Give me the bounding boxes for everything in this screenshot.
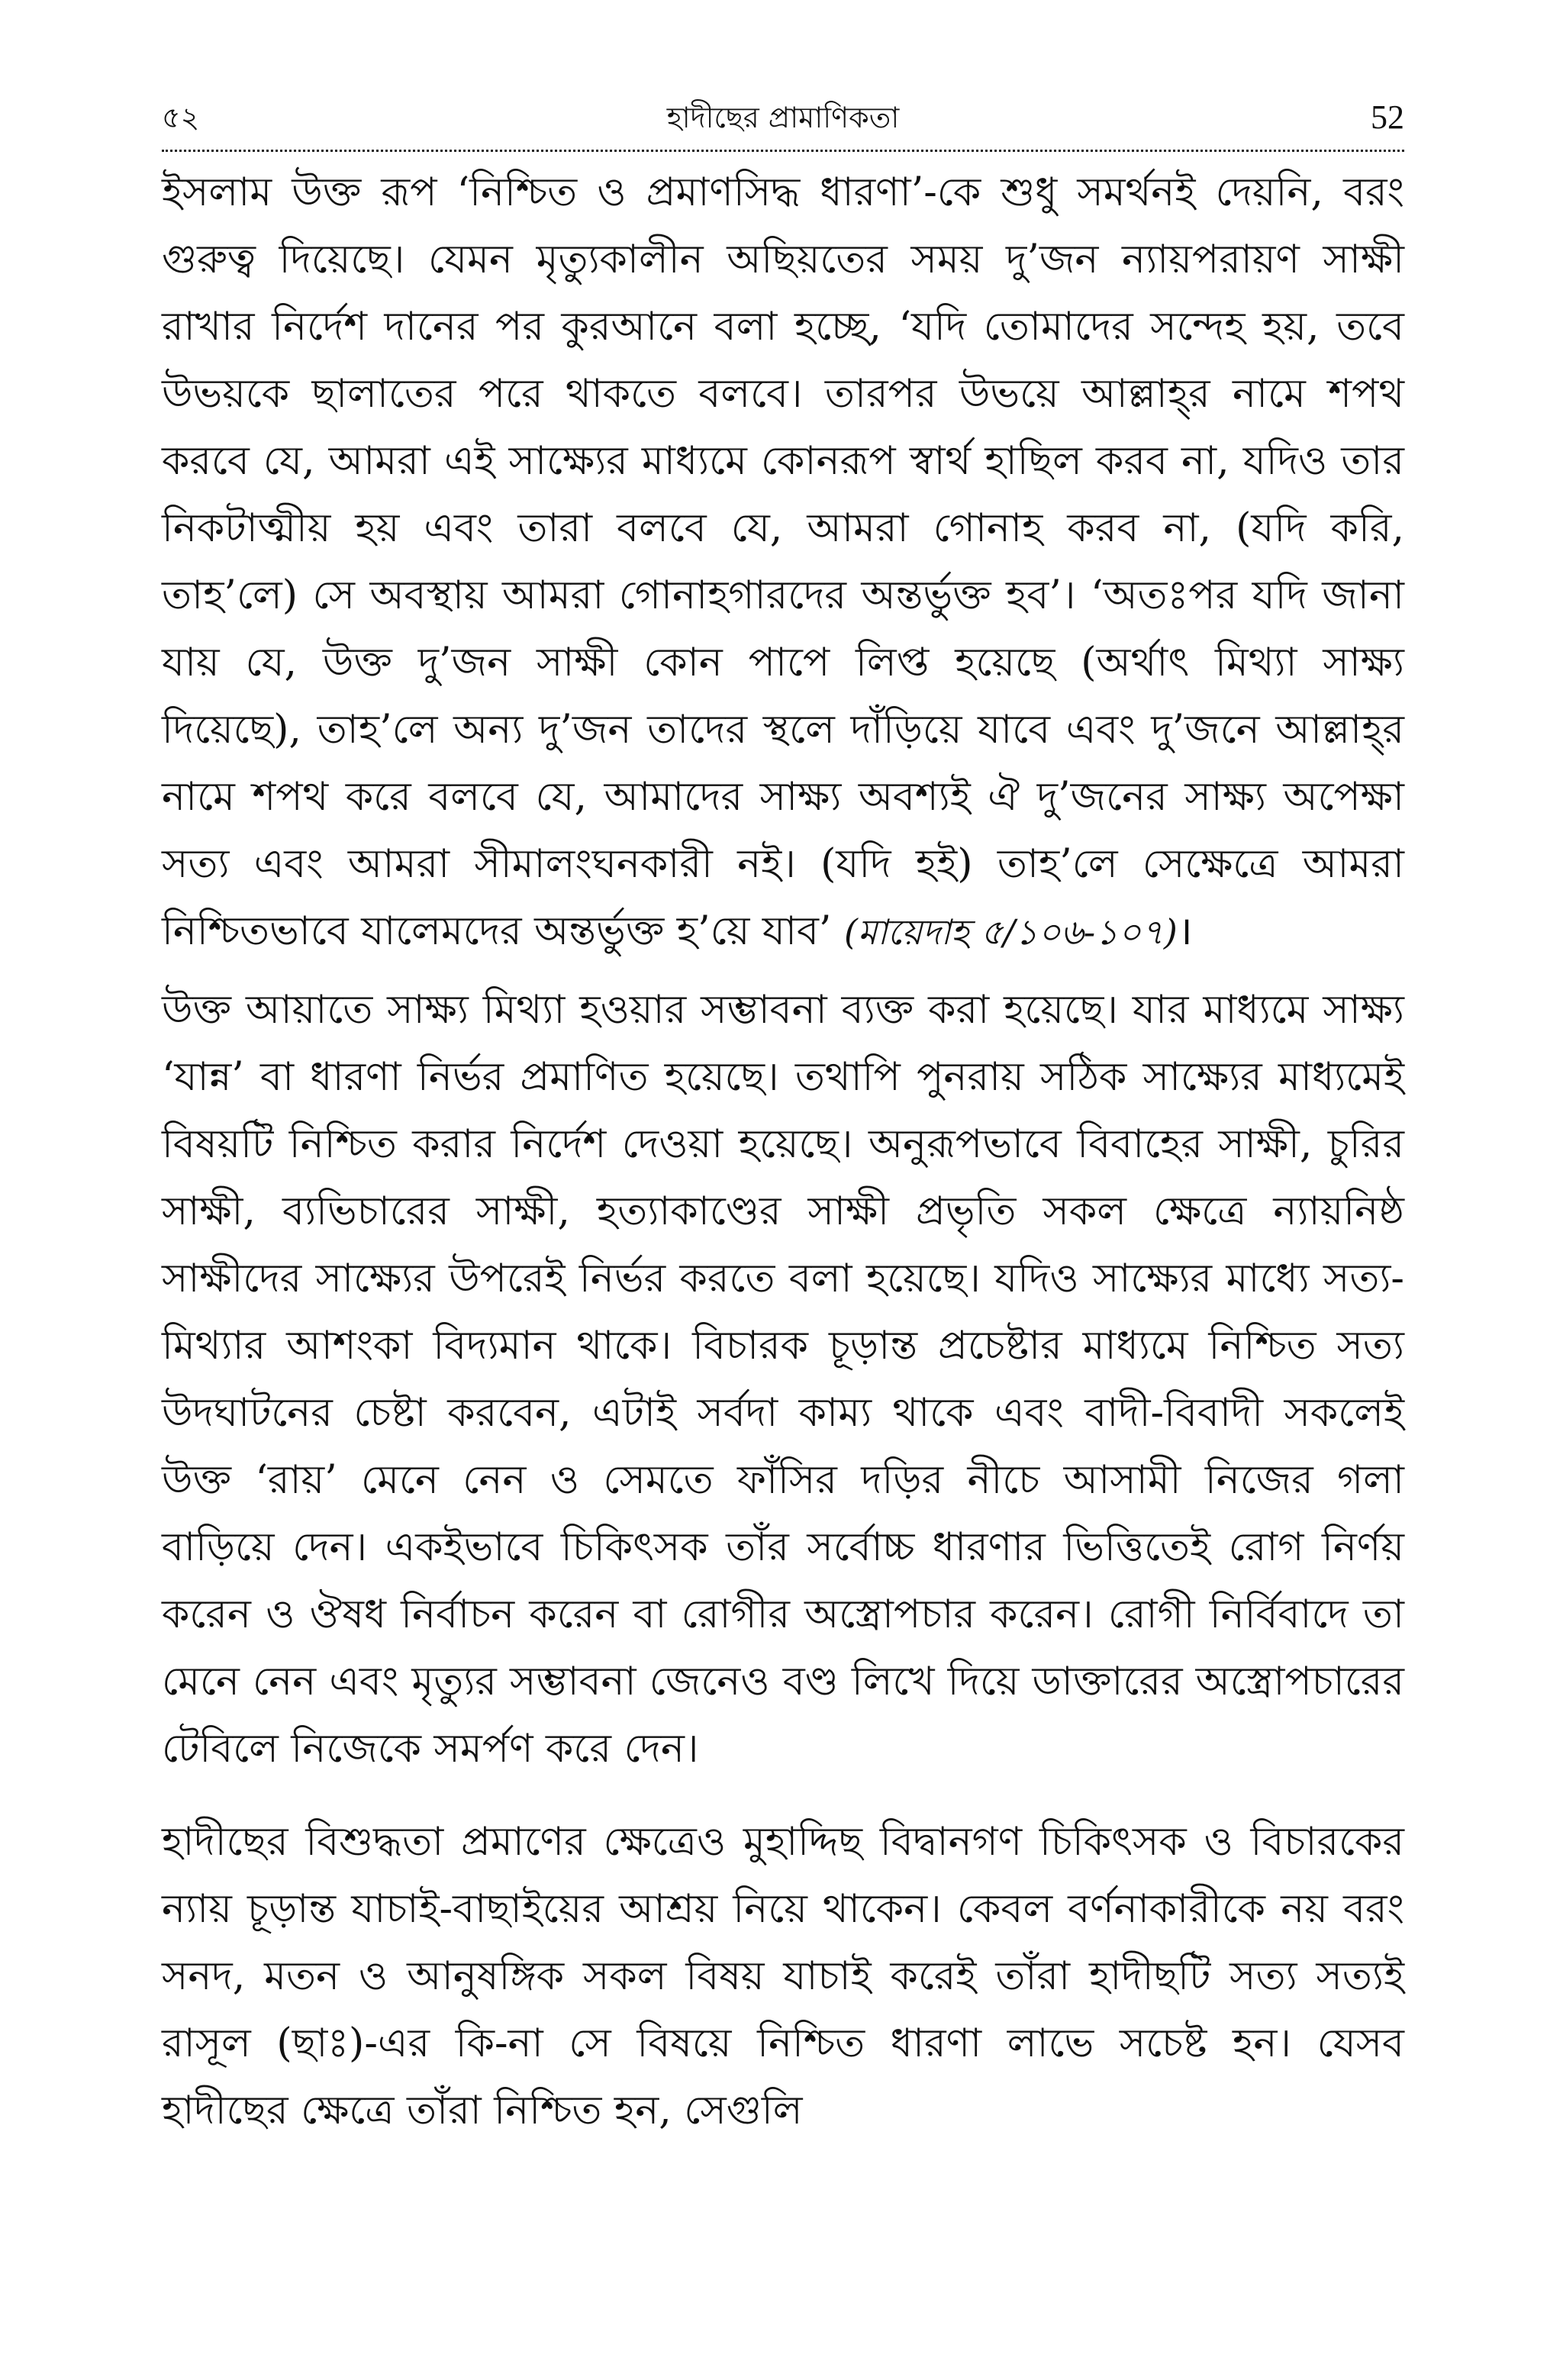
paragraph-1 <box>162 159 1404 966</box>
paragraph-3-text: হাদীছের বিশুদ্ধতা প্রমাণের ক্ষেত্রেও মুহাদ্দিছ বিদ্বানগণ চিকিৎসক ও বিচারকের ন্যায় চূড়ান্ত যাচাই-বাছাইয়ের আশ্রয় নিয়ে থাকেন। কেবল বর্ণনাকারীকে নয় বরং সনদ, মতন ও আনুষঙ্গিক সকল বিষয় যাচাই করেই তাঁরা হাদীছটি সত্য সত্যই রাসূল (ছাঃ)-এর কি-না সে বিষয়ে নিশ্চিত ধারণা লাভে সচেষ্ট হন। যেসব হাদীছের ক্ষেত্রে তাঁরা নিশ্চিত হন, সেগুলি <box>162 1819 1404 2133</box>
page-number: 52 <box>1371 98 1404 136</box>
body-text <box>162 159 1404 2144</box>
book-title: হাদীছের প্রামাণিকতা <box>666 101 900 134</box>
page-number-bengali: ৫২ <box>162 101 200 134</box>
paragraph-2 <box>162 976 1404 1782</box>
header-divider <box>162 150 1404 152</box>
paragraph-2-text: উক্ত আয়াতে সাক্ষ্য মিথ্যা হওয়ার সম্ভাবনা ব্যক্ত করা হয়েছে। যার মাধ্যমে সাক্ষ্য ‘যান্ন’ বা ধারণা নির্ভর প্রমাণিত হয়েছে। তথাপি পুনরায় সঠিক সাক্ষ্যের মাধ্যমেই বিষয়টি নিশ্চিত করার নির্দেশ দেওয়া হয়েছে। অনুরূপভাবে বিবাহের সাক্ষী, চুরির সাক্ষী, ব্যভিচারের সাক্ষী, হত্যাকাণ্ডের সাক্ষী প্রভৃতি সকল ক্ষেত্রে ন্যায়নিষ্ঠ সাক্ষীদের সাক্ষ্যের উপরেই নির্ভর করতে বলা হয়েছে। যদিও সাক্ষ্যের মাধ্যে সত্য-মিথ্যার আশংকা বিদ্যমান থাকে। বিচারক চূড়ান্ত প্রচেষ্টার মাধ্যমে নিশ্চিত সত্য উদঘাটনের চেষ্টা করবেন, এটাই সর্বদা কাম্য থাকে এবং বাদী-বিবাদী সকলেই উক্ত ‘রায়’ মেনে নেন ও সেমতে ফাঁসির দড়ির নীচে আসামী নিজের গলা বাড়িয়ে দেন। একইভাবে চিকিৎসক তাঁর সর্বোচ্চ ধারণার ভিত্তিতেই রোগ নির্ণয় করেন ও ঔষধ নির্বাচন করেন বা রোগীর অস্ত্রোপচার করেন। রোগী নির্বিবাদে তা মেনে নেন এবং মৃত্যুর সম্ভাবনা জেনেও বণ্ড লিখে দিয়ে ডাক্তারের অস্ত্রোপচারের টেবিলে নিজেকে সমর্পণ করে দেন। <box>162 987 1404 1772</box>
paragraph-3 <box>162 1808 1404 2144</box>
paragraph-1-text: ইসলাম উক্ত রূপ ‘নিশ্চিত ও প্রমাণসিদ্ধ ধারণা’-কে শুধু সমর্থনই দেয়নি, বরং গুরুত্ব দিয়েছে। যেমন মৃত্যুকালীন অছিয়তের সময় দু’জন ন্যায়পরায়ণ সাক্ষী রাখার নির্দেশ দানের পর কুরআনে বলা হচ্ছে, ‘যদি তোমাদের সন্দেহ হয়, তবে উভয়কে ছালাতের পরে থাকতে বলবে। তারপর উভয়ে আল্লাহ্‌র নামে শপথ করবে যে, আমরা এই সাক্ষ্যের মাধ্যমে কোনরূপ স্বার্থ হাছিল করব না, যদিও তার নিকটাত্মীয় হয় এবং তারা বলবে যে, আমরা গোনাহ করব না, (যদি করি, তাহ’লে) সে অবস্থায় আমরা গোনাহগারদের অন্তর্ভুক্ত হব’। ‘অতঃপর যদি জানা যায় যে, উক্ত দু’জন সাক্ষী কোন পাপে লিপ্ত হয়েছে (অর্থাৎ মিথ্যা সাক্ষ্য দিয়েছে), তাহ’লে অন্য দু’জন তাদের স্থলে দাঁড়িয়ে যাবে এবং দু’জনে আল্লাহ্‌র নামে শপথ করে বলবে যে, আমাদের সাক্ষ্য অবশ্যই ঐ দু’জনের সাক্ষ্য অপেক্ষা সত্য এবং আমরা সীমালংঘনকারী নই। (যদি হই) তাহ’লে সেক্ষেত্রে আমরা নিশ্চিতভাবে যালেমদের অন্তর্ভুক্ত হ’য়ে যাব’ <box>162 169 1404 954</box>
quran-citation: (মায়েদাহ ৫/১০৬-১০৭) <box>843 911 1178 953</box>
paragraph-1-tail: । <box>1177 908 1193 954</box>
running-head <box>162 90 1404 145</box>
